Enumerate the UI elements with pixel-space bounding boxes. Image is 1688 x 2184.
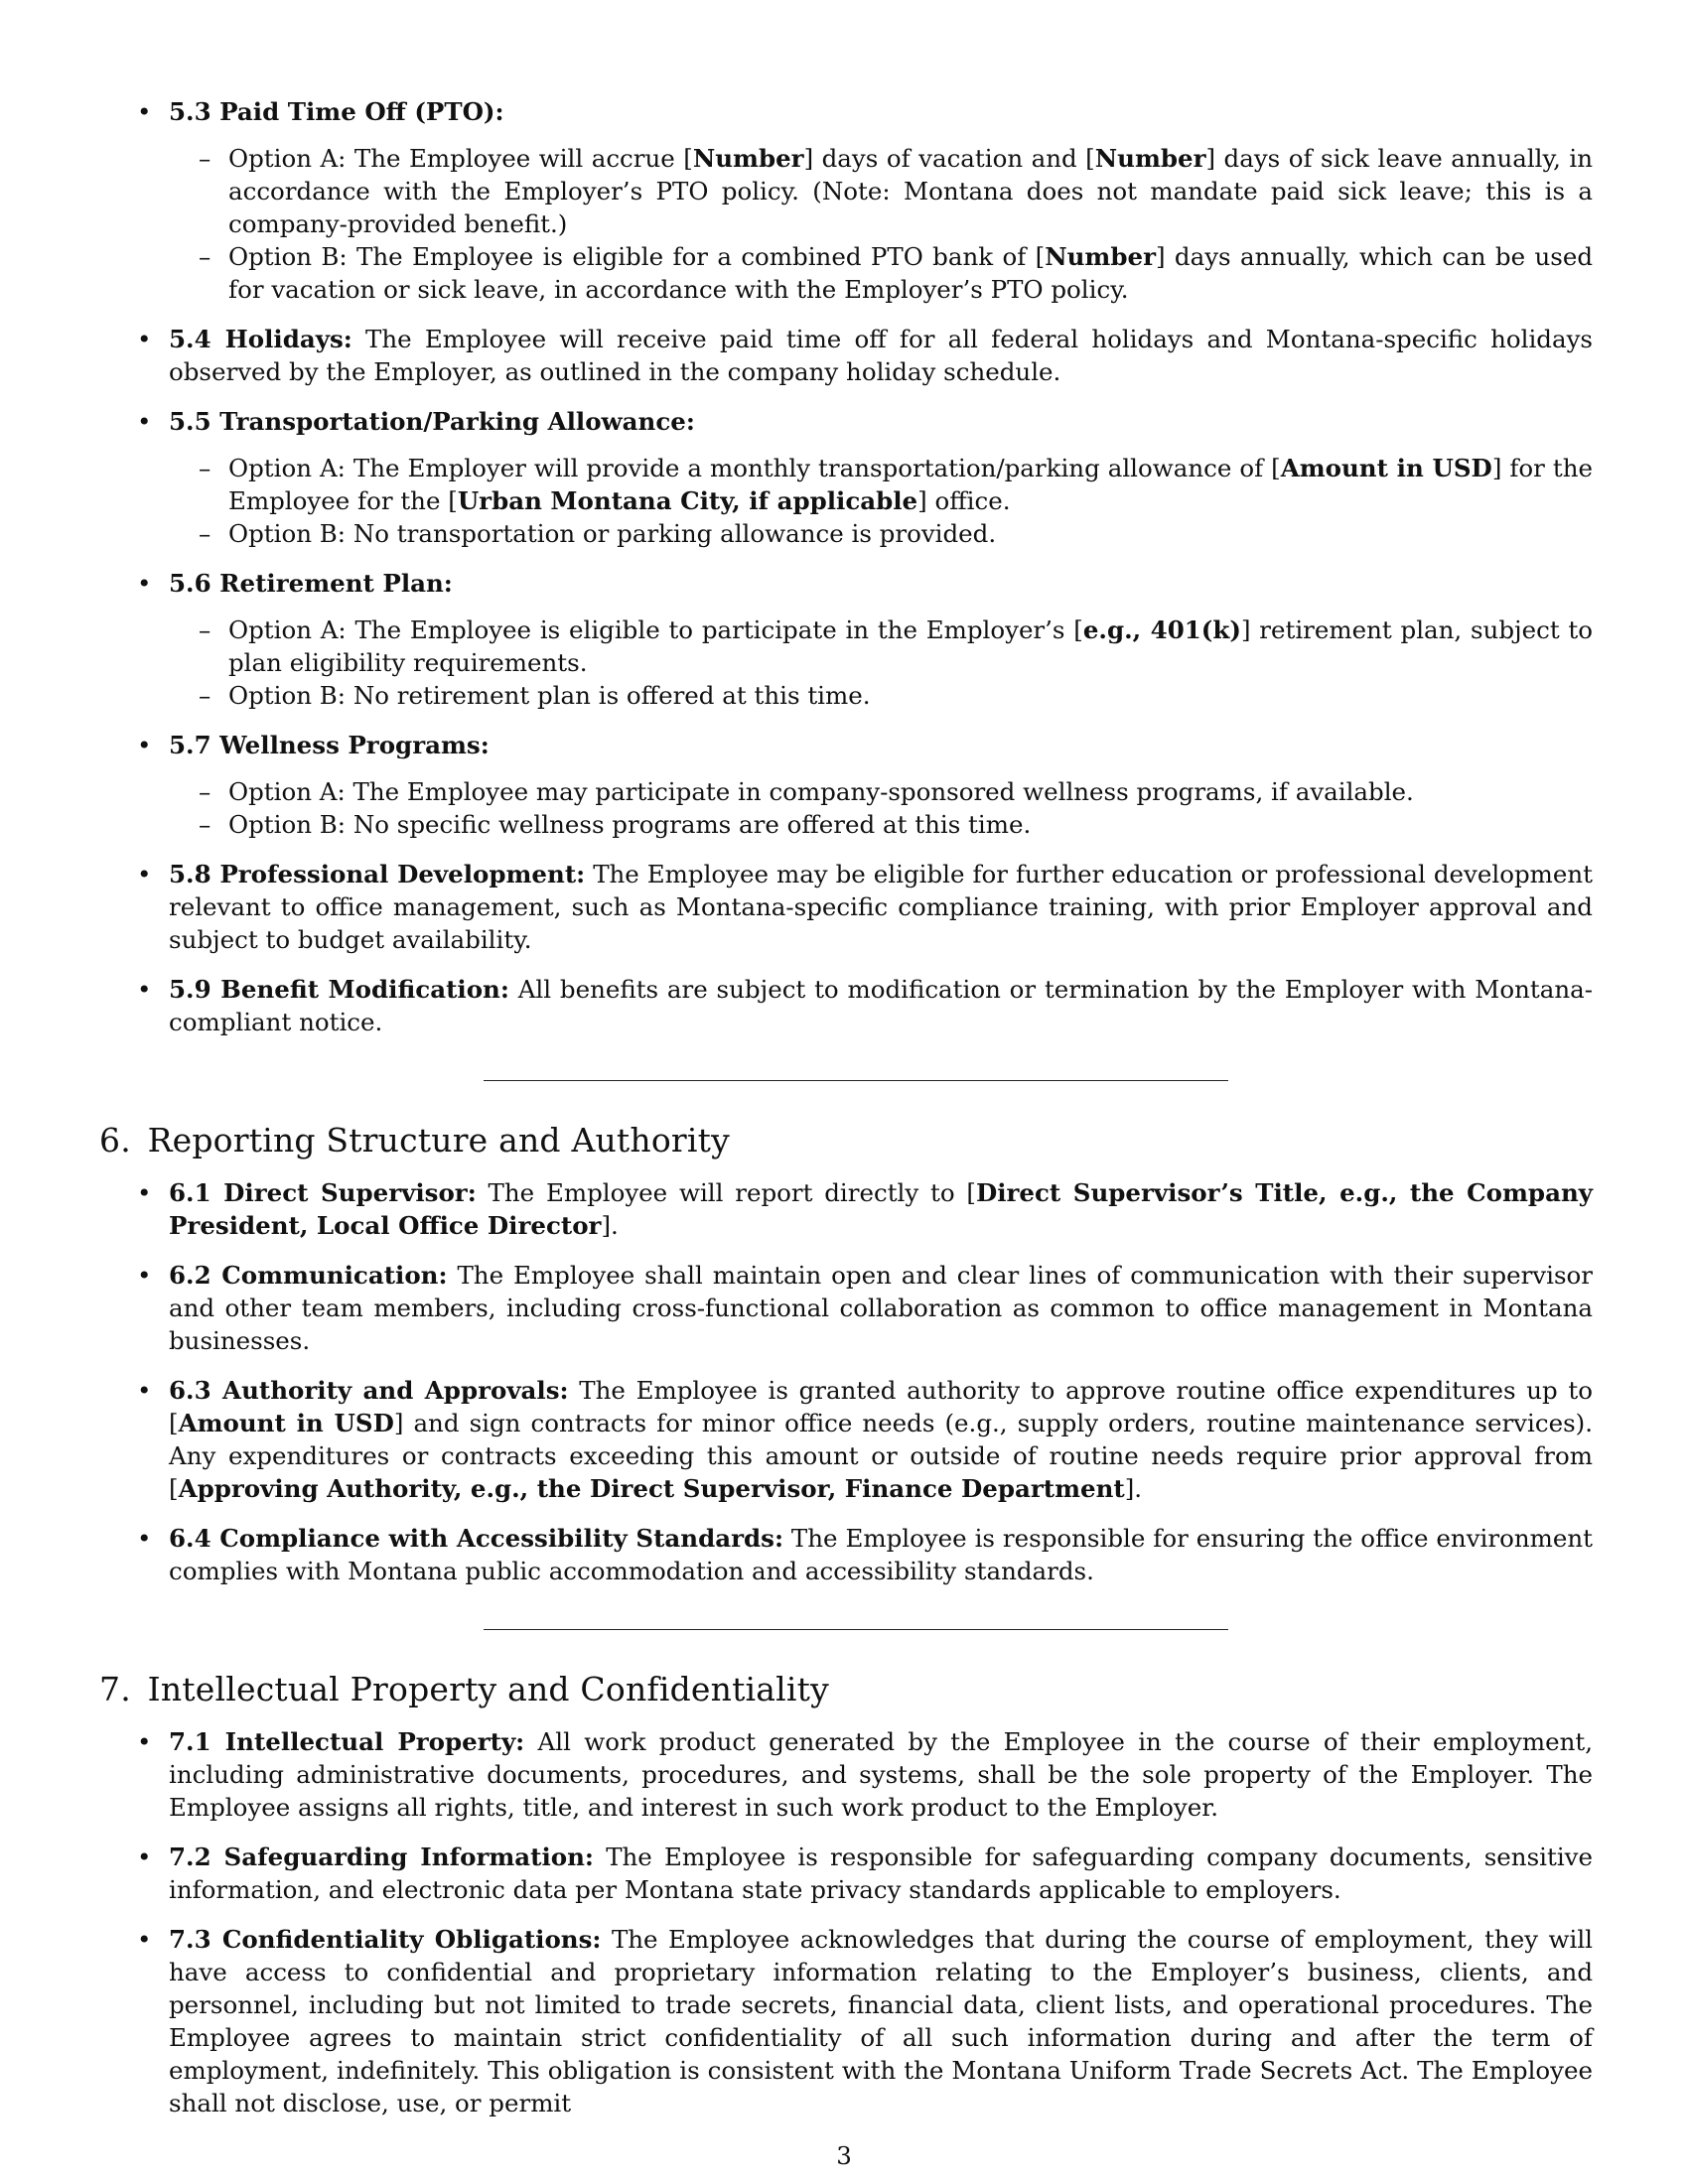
clause-item <box>99 1374 1593 1505</box>
section-6-list <box>99 1176 1593 1587</box>
option-item <box>169 775 1593 808</box>
page-content <box>99 95 1593 2136</box>
clause-label: 6.4 Compliance with Accessibility Standards: <box>169 1524 783 1553</box>
option-item <box>169 614 1593 679</box>
section-divider <box>484 1629 1228 1630</box>
option-item <box>169 808 1593 841</box>
section-6-heading: 6. Reporting Structure and Authority <box>99 1121 730 1160</box>
clause-label: 5.6 Retirement Plan: <box>169 569 453 598</box>
clause-label: 6.3 Authority and Approvals: <box>169 1376 569 1405</box>
clause-label: 7.1 Intellectual Property: <box>169 1727 525 1756</box>
text-run: Option A: The Employer will provide a monthly transportation/parking allowance of [ <box>228 454 1281 482</box>
clause-item <box>99 1522 1593 1587</box>
clause-item <box>99 729 1593 841</box>
clause-item <box>99 323 1593 388</box>
option-item <box>169 517 1593 550</box>
section-5-list <box>99 95 1593 1038</box>
text-run: Option B: No transportation or parking allowance is provided. <box>228 519 997 548</box>
text-run: ] retirement plan, subject to plan eligibility requirements. <box>228 615 1594 677</box>
text-run: Option B: The Employee is eligible for a combined PTO bank of [ <box>228 242 1046 271</box>
placeholder-field: Amount in USD <box>1280 454 1492 482</box>
section-divider <box>484 1080 1228 1081</box>
text-run: The Employee shall maintain open and clear lines of communication with their supervisor and other team members, including cross-functional collaboration as common to office management in Montana businesses. <box>169 1261 1594 1355</box>
option-item <box>169 679 1593 712</box>
text-run: ] and sign contracts for minor office needs (e.g., supply orders, routine maintenance services). Any expenditures or contracts exceeding this amount or outside of routine needs require prior approval from [ <box>169 1409 1593 1503</box>
clause-label: 5.9 Benefit Modification: <box>169 975 509 1004</box>
text-run: The Employee acknowledges that during the course of employment, they will have access to confidential and proprietary information relating to the Employer’s business, clients, and personnel, including but not limited to trade secrets, financial data, client lists, and operational procedures. The Employee agrees to maintain strict confidentiality of all such information during and after the term of employment, indefinitely. This obligation is consistent with the Montana Uniform Trade Secrets Act. The Employee shall not disclose, use, or permit <box>169 1925 1593 2117</box>
clause-text: The Employee will receive paid time off for all federal holidays and Montana-specific holidays observed by the Employer, as outlined in the company holiday schedule. <box>169 325 1593 386</box>
clause-label: 5.8 Professional Development: <box>169 860 586 888</box>
placeholder-field: Number <box>1094 144 1206 173</box>
clause-item <box>99 405 1593 550</box>
option-item <box>169 240 1593 306</box>
clause-item <box>99 1923 1593 2119</box>
clause-item <box>99 1725 1593 1824</box>
clause-text: The Employee may be eligible for further education or professional development relevant to office management, such as Montana-specific compliance training, with prior Employer approval and subject to budget availability. <box>169 860 1593 954</box>
placeholder-field: Number <box>692 144 804 173</box>
option-item <box>169 142 1593 240</box>
clause-label: 5.5 Transportation/Parking Allowance: <box>169 407 695 436</box>
section-7-list <box>99 1725 1593 2119</box>
text-run: ] for the Employee for the [ <box>228 454 1593 515</box>
section-7-heading: 7. Intellectual Property and Confidentiality <box>99 1670 829 1708</box>
placeholder-field: Approving Authority, e.g., the Direct Supervisor, Finance Department <box>178 1474 1125 1503</box>
text-run: ]. <box>1124 1474 1143 1503</box>
option-list <box>169 142 1593 306</box>
text-run: The Employee will report directly to [ <box>488 1178 976 1207</box>
text-run: The Employee is granted authority to approve routine office expenditures up to [ <box>169 1376 1593 1437</box>
text-run: ] days of vacation and [ <box>803 144 1095 173</box>
clause-label: 5.7 Wellness Programs: <box>169 731 490 759</box>
text-run: All work product generated by the Employee in the course of their employment, including administrative documents, procedures, and systems, shall be the sole property of the Employer. The Employee assigns all rights, title, and interest in such work product to the Employer. <box>169 1727 1593 1822</box>
text-run: ] days annually, which can be used for vacation or sick leave, in accordance with the Employer’s PTO policy. <box>228 242 1593 304</box>
option-list <box>169 775 1593 841</box>
option-item <box>169 452 1593 517</box>
clause-item <box>99 1176 1593 1242</box>
page-number: 3 <box>836 2141 852 2170</box>
clause-item <box>99 1259 1593 1357</box>
text-run: Option A: The Employee may participate in company-sponsored wellness programs, if available. <box>228 777 1414 806</box>
text-run: ] days of sick leave annually, in accordance with the Employer’s PTO policy. (Note: Montana does not mandate paid sick leave; this is a company-provided benefit.) <box>228 144 1594 238</box>
clause-item <box>99 95 1593 306</box>
placeholder-field: Amount in USD <box>178 1409 394 1437</box>
clause-label: 6.1 Direct Supervisor: <box>169 1178 477 1207</box>
clause-text: All benefits are subject to modification or termination by the Employer with Montana-compliant notice. <box>169 975 1593 1036</box>
text-run: Option B: No retirement plan is offered at this time. <box>228 681 871 710</box>
text-run: Option A: The Employee will accrue [ <box>228 144 693 173</box>
clause-label: 6.2 Communication: <box>169 1261 448 1290</box>
text-run: The Employee is responsible for ensuring the office environment complies with Montana public accommodation and accessibility standards. <box>169 1524 1593 1585</box>
placeholder-field: Direct Supervisor’s Title, e.g., the Company President, Local Office Director <box>169 1178 1593 1240</box>
clause-label: 5.4 Holidays: <box>169 325 352 353</box>
clause-item <box>99 858 1593 956</box>
option-list <box>169 452 1593 550</box>
text-run: The Employee is responsible for safeguarding company documents, sensitive information, and electronic data per Montana state privacy standards applicable to employers. <box>169 1843 1593 1904</box>
placeholder-field: Number <box>1045 242 1156 271</box>
clause-label: 7.2 Safeguarding Information: <box>169 1843 594 1871</box>
clause-label: 7.3 Confidentiality Obligations: <box>169 1925 602 1954</box>
option-list <box>169 614 1593 712</box>
clause-item <box>99 567 1593 712</box>
clause-item <box>99 973 1593 1038</box>
placeholder-field: e.g., 401(k) <box>1082 615 1241 644</box>
text-run: Option A: The Employee is eligible to participate in the Employer’s [ <box>228 615 1083 644</box>
text-run: ] office. <box>917 486 1011 515</box>
text-run: ]. <box>601 1211 619 1240</box>
clause-label: 5.3 Paid Time Off (PTO): <box>169 97 504 126</box>
text-run: Option B: No specific wellness programs are offered at this time. <box>228 810 1032 839</box>
clause-item <box>99 1841 1593 1906</box>
placeholder-field: Urban Montana City, if applicable <box>457 486 918 515</box>
